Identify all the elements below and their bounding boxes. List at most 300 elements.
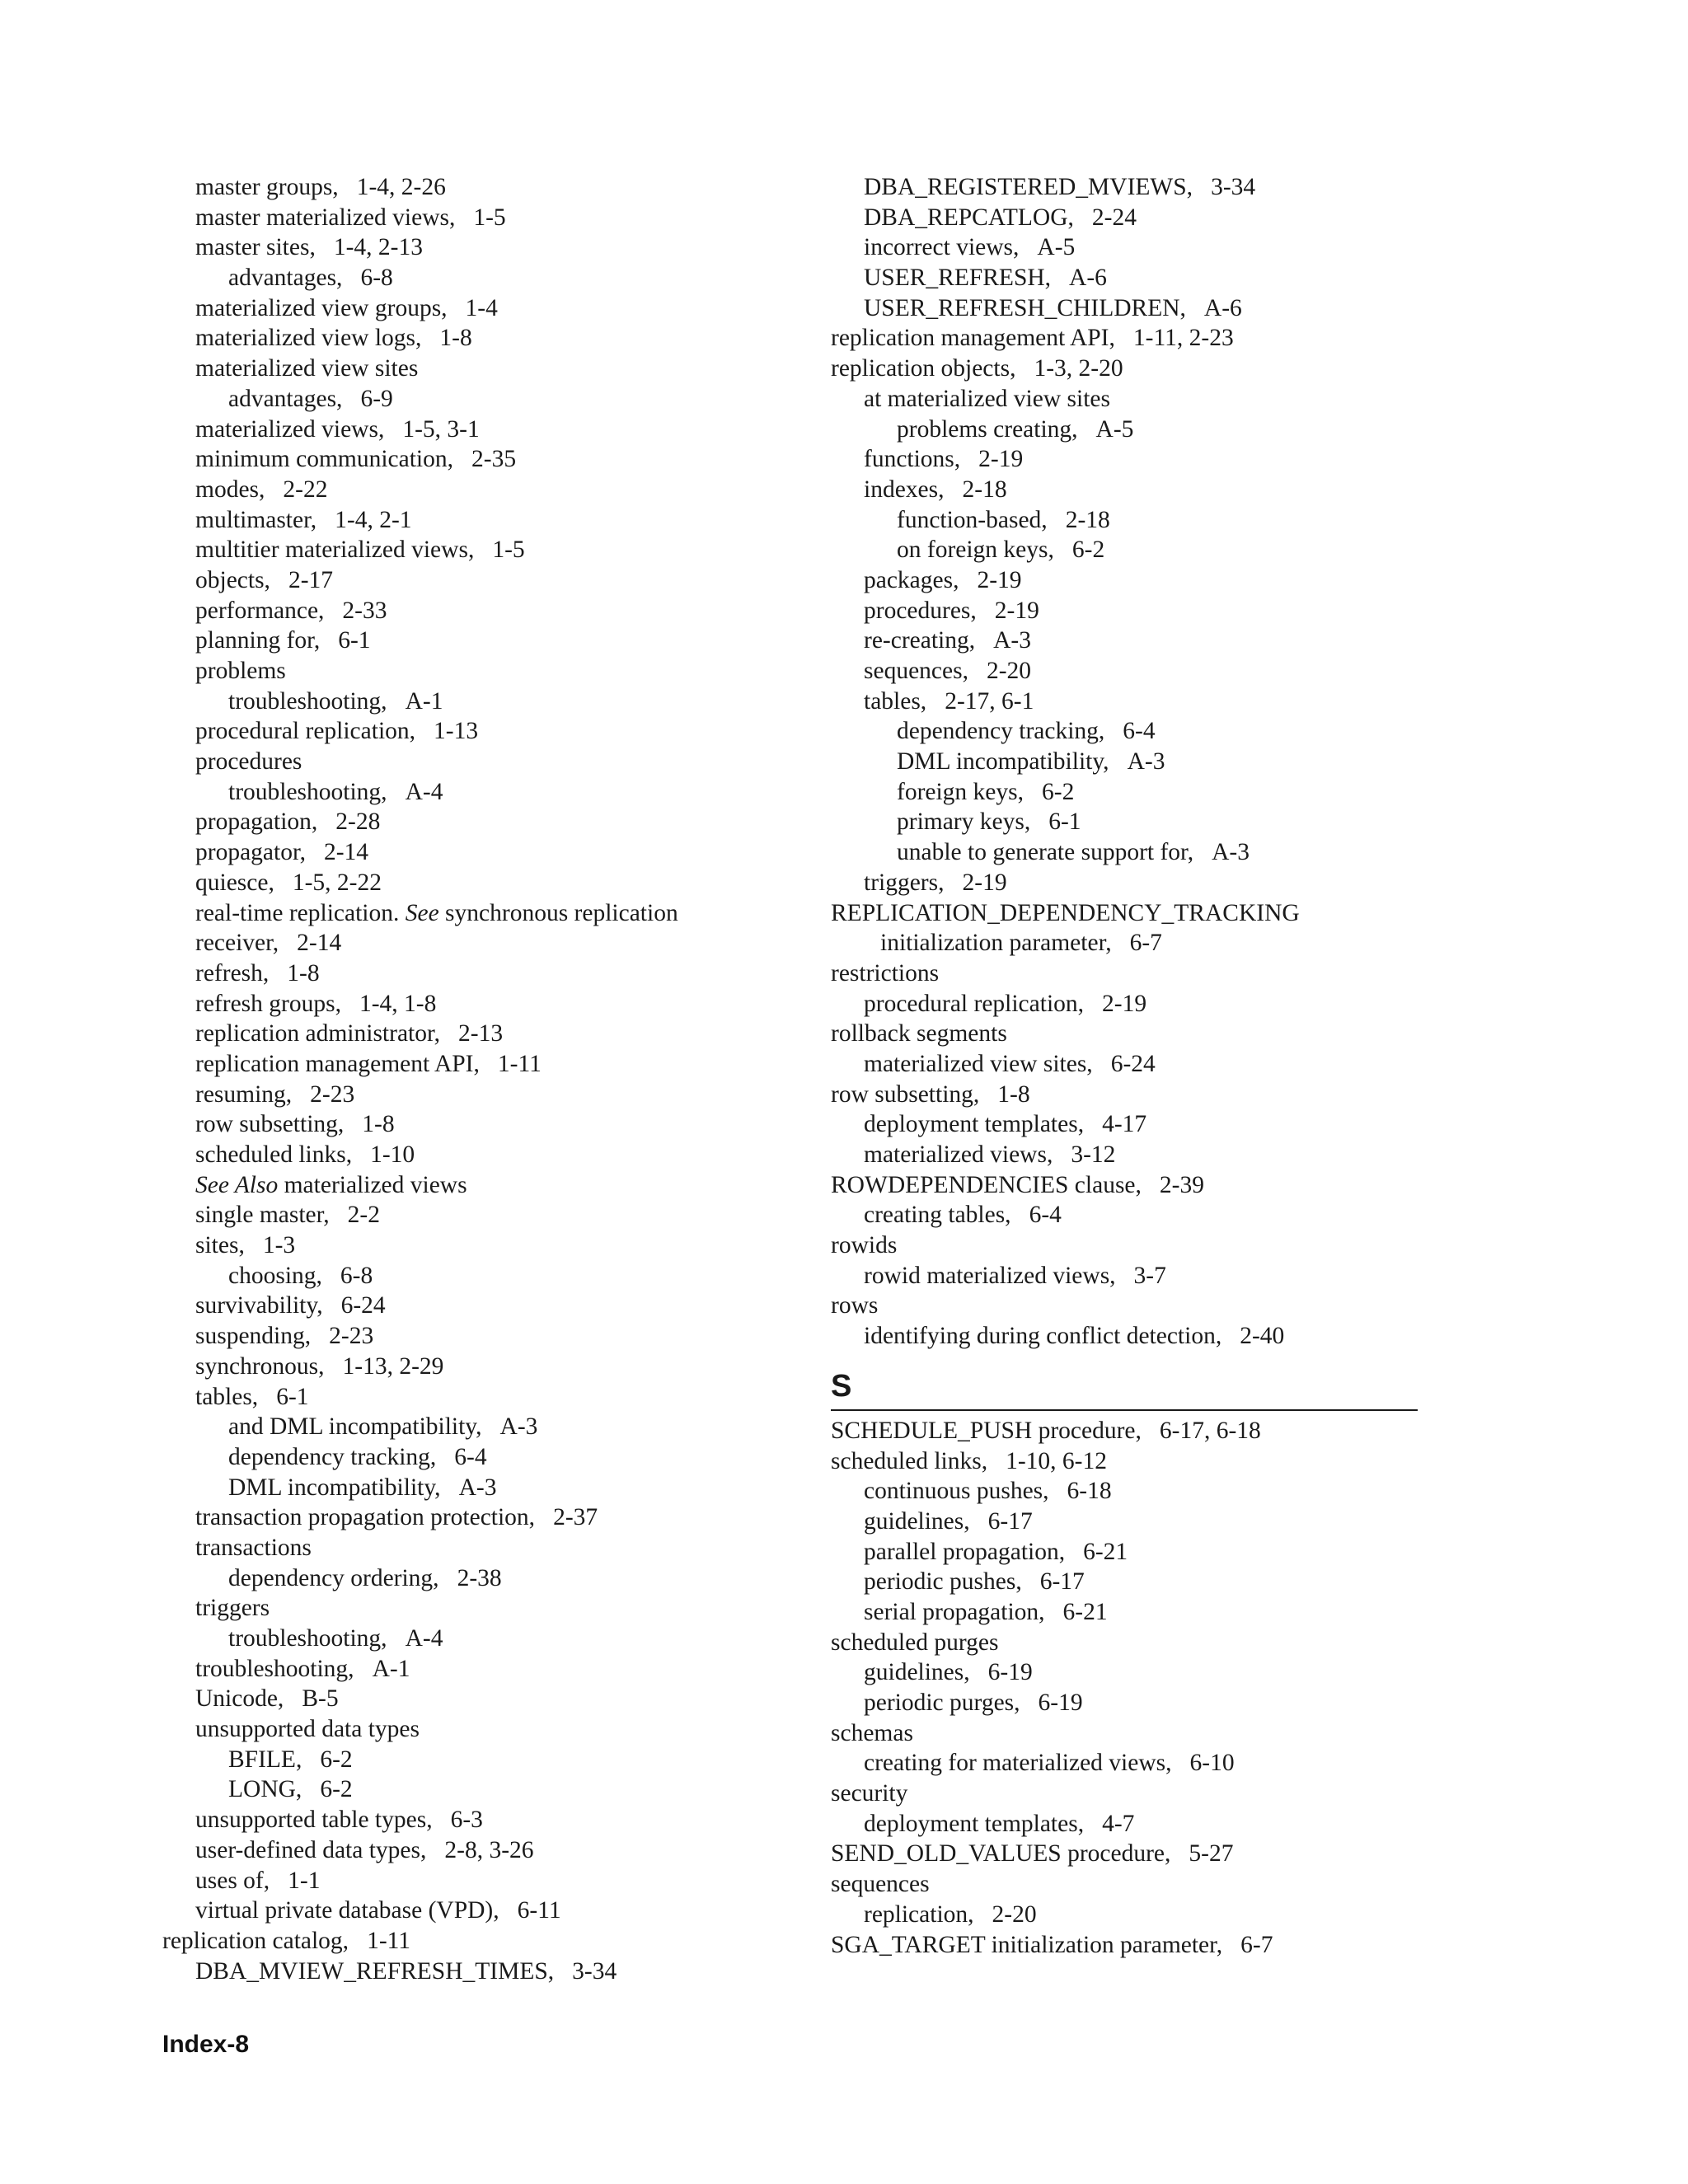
index-entry [831,1597,1424,1628]
index-entry [831,172,1424,203]
index-term: dependency ordering, [228,1564,439,1591]
page-reference[interactable]: 6-17 [1039,1568,1085,1596]
page-reference[interactable]: 1-5 [492,537,525,564]
page-reference[interactable]: 2-20 [986,658,1032,684]
page-reference[interactable]: 6-7 [1240,1931,1273,1958]
page-reference[interactable]: 1-3, 2-20 [1034,355,1123,382]
page-reference[interactable]: 6-2 [1042,778,1075,805]
index-term: guidelines, [864,1507,970,1535]
index-entry [831,1567,1424,1597]
index-entry [831,384,1424,415]
index-term: replication administrator, [195,1020,441,1047]
index-entry [162,1442,838,1473]
index-term: rowids [831,1232,898,1259]
index-term: scheduled links, [195,1141,353,1168]
page-reference[interactable]: 1-8 [287,959,320,987]
index-term: DBA_MVIEW_REFRESH_TIMES, [195,1957,555,1985]
page-reference[interactable]: 2-19 [962,869,1007,896]
page-reference[interactable]: 2-23 [329,1323,374,1350]
index-entry [831,1140,1424,1170]
index-term: continuous pushes, [864,1478,1049,1505]
page-reference[interactable]: 2-38 [457,1564,502,1591]
index-term: survivability, [195,1292,323,1319]
page-reference[interactable]: 2-35 [471,446,517,473]
index-entry [831,415,1424,445]
page-reference[interactable]: B-5 [302,1685,339,1713]
index-entry [831,1230,1424,1261]
page-reference[interactable]: 2-24 [1091,204,1137,231]
index-entry [162,1624,838,1654]
index-entry [162,1774,838,1805]
index-entry [831,263,1424,293]
index-entry [831,1628,1424,1658]
index-term: periodic purges, [864,1690,1020,1716]
index-entry [831,535,1424,565]
index-entry [162,1109,838,1140]
page-reference[interactable]: 2-17 [288,566,334,593]
index-term: replication management API, [195,1050,480,1077]
index-entry [831,777,1424,808]
page-reference[interactable]: 2-18 [962,476,1007,503]
page-reference[interactable]: 1-5, 2-22 [292,869,382,896]
index-term: row subsetting, [195,1111,345,1138]
see-reference-label: See [405,899,439,926]
index-term: multimaster, [195,506,317,533]
index-entry [162,1321,838,1352]
index-term: problems creating, [897,415,1078,443]
page-reference[interactable]: 6-8 [360,265,393,292]
index-term: master materialized views, [195,204,456,231]
page-reference[interactable]: 6-18 [1067,1478,1112,1505]
index-entry [162,263,838,293]
index-term: SCHEDULE_PUSH procedure, [831,1417,1142,1444]
index-term: SEND_OLD_VALUES procedure, [831,1840,1171,1868]
index-term: modes, [195,476,265,503]
index-entry [162,1805,838,1835]
index-entry [831,837,1424,868]
page-reference[interactable]: 6-2 [320,1776,353,1803]
index-term: dependency tracking, [228,1443,437,1470]
index-term: deployment templates, [864,1111,1085,1138]
index-term: real-time replication. [195,899,400,926]
index-term: packages, [864,566,959,593]
page-reference[interactable]: 2-33 [342,597,387,624]
page-reference[interactable]: A-5 [1095,415,1134,443]
index-term: re-creating, [864,627,976,654]
index-term: refresh, [195,959,270,987]
index-term: performance, [195,597,325,624]
index-entry [162,203,838,233]
index-term: synchronous, [195,1352,325,1380]
index-entry [831,1809,1424,1840]
index-term: troubleshooting, [228,778,387,805]
index-entry [831,505,1424,536]
page-reference[interactable]: 1-4, 2-26 [356,174,446,200]
index-entry [162,475,838,505]
index-term: replication management API, [831,325,1115,352]
index-entry [162,928,838,958]
index-term: virtual private database (VPD), [195,1897,499,1924]
index-term: unsupported table types, [195,1807,433,1834]
index-term: rows [831,1292,879,1319]
index-entry [831,232,1424,263]
index-term: multitier materialized views, [195,537,475,564]
page-reference[interactable]: 2-28 [335,808,381,836]
page-reference[interactable]: A-3 [1127,748,1165,776]
index-term: sequences [831,1871,930,1898]
index-entry [831,1170,1424,1201]
index-term: scheduled purges [831,1629,999,1656]
index-term: user-defined data types, [195,1836,427,1863]
page-reference[interactable]: A-4 [405,1625,443,1652]
page-reference[interactable]: 1-11 [367,1927,411,1954]
page-reference[interactable]: 6-3 [450,1807,483,1834]
index-term: dependency tracking, [897,718,1105,745]
index-term: and DML incompatibility, [228,1413,482,1441]
index-term: master sites, [195,234,316,261]
page-reference[interactable]: 6-8 [340,1262,373,1289]
page-reference[interactable]: 2-19 [977,566,1022,593]
index-entry [831,1321,1424,1352]
page-reference[interactable]: A-6 [1203,294,1242,321]
index-entry [162,535,838,565]
page-reference[interactable]: 6-19 [987,1659,1033,1686]
page-reference[interactable]: 6-10 [1189,1750,1235,1777]
index-entry [831,1080,1424,1110]
index-entry [162,837,838,868]
index-entry [831,1718,1424,1749]
page-reference[interactable]: 6-21 [1083,1538,1128,1565]
index-term: sites, [195,1232,245,1259]
see-reference-target: synchronous replication [445,899,678,926]
index-term: creating tables, [864,1202,1011,1229]
index-term: USER_REFRESH_CHILDREN, [864,294,1186,321]
index-entry [831,958,1424,989]
page-reference[interactable]: 2-17, 6-1 [945,687,1034,715]
index-entry [831,1109,1424,1140]
page-reference[interactable]: 1-5 [473,204,506,231]
index-term: choosing, [228,1262,322,1289]
index-entry [831,1019,1424,1049]
index-term: unable to generate support for, [897,839,1194,866]
index-term: refresh groups, [195,990,341,1017]
index-term: troubleshooting, [228,687,387,715]
page-reference[interactable]: 3-34 [1211,174,1256,200]
index-term: guidelines, [864,1659,970,1686]
page-reference[interactable]: 1-4 [465,294,498,321]
index-term: deployment templates, [864,1810,1085,1837]
page-reference[interactable]: 5-27 [1189,1840,1234,1868]
index-column-right [831,172,1424,1960]
index-entry [831,565,1424,596]
index-entry [162,1291,838,1321]
index-term: function-based, [897,506,1048,533]
index-term: materialized view sites [195,355,419,382]
index-entry [162,626,838,656]
index-entry [831,747,1424,777]
index-entry [162,1957,838,1987]
page-reference[interactable]: 1-13 [434,718,479,745]
page-reference[interactable]: 2-37 [553,1504,598,1531]
index-entry [162,1684,838,1714]
index-entry [162,384,838,415]
page-reference[interactable]: A-6 [1069,265,1107,292]
section-heading-s: S [831,1352,1418,1411]
page-reference[interactable]: A-1 [372,1655,410,1682]
index-entry [831,475,1424,505]
index-entry [831,1930,1424,1961]
page-reference[interactable]: 6-1 [276,1383,309,1410]
index-term: initialization parameter, [880,930,1112,957]
page-reference[interactable]: 1-3 [262,1232,296,1259]
index-entry [831,626,1424,656]
index-entry [831,898,1424,929]
index-term: DBA_REGISTERED_MVIEWS, [864,174,1193,200]
index-entry [162,1261,838,1291]
index-term: procedures, [864,597,977,624]
page-reference[interactable]: 6-1 [1048,808,1081,836]
page-reference[interactable]: 1-11 [497,1050,542,1077]
page-reference[interactable]: 6-4 [454,1443,487,1470]
index-group-r-continued [831,172,1424,1352]
index-term: resuming, [195,1080,293,1108]
index-term: procedures [195,748,302,776]
index-term: planning for, [195,627,321,654]
index-term: unsupported data types [195,1716,420,1743]
index-term: DML incompatibility, [897,748,1109,776]
index-term: troubleshooting, [195,1655,354,1682]
page-reference[interactable]: 6-2 [1071,537,1105,564]
page-reference[interactable]: 1-11, 2-23 [1132,325,1234,352]
page-reference[interactable]: 4-17 [1102,1111,1147,1138]
index-term: triggers [195,1595,270,1622]
page-reference[interactable]: 2-2 [347,1202,380,1229]
index-term: identifying during conflict detection, [864,1323,1222,1350]
index-term: incorrect views, [864,234,1020,261]
page-reference[interactable]: A-3 [499,1413,538,1441]
page-reference[interactable]: 2-18 [1065,506,1110,533]
page-reference[interactable]: 6-7 [1129,930,1162,957]
page-reference[interactable]: 1-1 [288,1867,321,1894]
page-reference[interactable]: 6-2 [320,1746,353,1773]
page-reference[interactable]: 2-13 [458,1020,504,1047]
index-entry [162,1352,838,1382]
index-term: receiver, [195,930,279,957]
index-term: transaction propagation protection, [195,1504,536,1531]
index-group-s [831,1416,1424,1960]
page-reference[interactable]: 3-12 [1071,1141,1116,1168]
index-entry [831,203,1424,233]
index-term: tables, [864,687,927,715]
index-term: materialized view sites, [864,1050,1093,1077]
index-entry [162,444,838,475]
page-reference[interactable]: 1-10, 6-12 [1006,1447,1107,1474]
see-reference-label: See Also [195,1171,279,1198]
index-entry [162,323,838,354]
page-reference[interactable]: 2-40 [1240,1323,1285,1350]
page-reference[interactable]: 6-4 [1029,1202,1062,1229]
index-entry [162,1896,838,1926]
index-entry [831,1446,1424,1477]
index-entry [831,989,1424,1019]
page-reference[interactable]: 6-21 [1062,1598,1108,1625]
index-term: objects, [195,566,270,593]
index-term: foreign keys, [897,778,1025,805]
index-entry [162,807,838,837]
index-entry [831,1476,1424,1507]
index-term: BFILE, [228,1746,302,1773]
index-entry [831,354,1424,384]
index-term: minimum communication, [195,446,453,473]
page-reference[interactable]: A-1 [405,687,443,715]
index-term: sequences, [864,658,968,684]
page-reference[interactable]: 6-4 [1123,718,1156,745]
index-term: at materialized view sites [864,385,1110,412]
index-term: tables, [195,1383,259,1410]
index-entry [162,1502,838,1533]
index-entry [831,1200,1424,1230]
page-reference[interactable]: 2-19 [978,446,1024,473]
page-reference[interactable]: 2-22 [283,476,328,503]
page-reference[interactable]: 2-14 [323,839,369,866]
index-term: periodic pushes, [864,1568,1022,1596]
index-entry [831,1748,1424,1779]
index-entry [162,1745,838,1775]
index-term: creating for materialized views, [864,1750,1172,1777]
index-entry [162,1200,838,1230]
index-entry [162,656,838,687]
page-reference[interactable]: 2-20 [992,1900,1037,1928]
index-term: materialized view logs, [195,325,422,352]
index-entry [162,989,838,1019]
page-reference[interactable]: 2-23 [310,1080,355,1108]
page-reference[interactable]: 1-5, 3-1 [402,415,480,443]
index-term: procedural replication, [864,990,1085,1017]
index-term: LONG, [228,1776,302,1803]
index-entry [162,687,838,717]
see-reference-target: materialized views [284,1171,467,1198]
page-reference[interactable]: 1-8 [439,325,472,352]
page-reference[interactable]: 1-10 [370,1141,415,1168]
index-term: row subsetting, [831,1080,980,1108]
index-entry [162,1382,838,1413]
page-reference[interactable]: 6-1 [338,627,371,654]
page-reference[interactable]: 2-19 [994,597,1039,624]
page-reference[interactable]: 6-24 [1110,1050,1156,1077]
index-term: quiesce, [195,869,274,896]
index-entry [831,444,1424,475]
index-entry [831,687,1424,717]
page-reference[interactable]: 6-17 [987,1507,1033,1535]
index-term: materialized view groups, [195,294,448,321]
index-term: functions, [864,446,961,473]
index-term: ROWDEPENDENCIES clause, [831,1171,1142,1198]
index-term: serial propagation, [864,1598,1045,1625]
index-entry [162,898,838,929]
page-reference[interactable]: A-3 [458,1474,497,1501]
page-reference[interactable]: 6-11 [517,1897,561,1924]
index-entry [831,716,1424,747]
index-entry [831,596,1424,626]
index-entry [831,1869,1424,1900]
page-reference[interactable]: 6-24 [340,1292,386,1319]
index-term: materialized views, [864,1141,1053,1168]
index-entry [162,1714,838,1745]
index-term: rollback segments [831,1020,1007,1047]
index-entry [162,716,838,747]
index-entry [162,1473,838,1503]
page-reference[interactable]: 3-7 [1133,1262,1166,1289]
index-entry [831,807,1424,837]
page-footer-label: Index-8 [162,2031,250,2058]
page-reference[interactable]: 6-19 [1038,1690,1083,1716]
index-entry [831,928,1424,958]
index-entry [162,1866,838,1896]
index-term: triggers, [864,869,945,896]
page-reference[interactable]: 6-9 [360,385,393,412]
page-reference[interactable]: A-4 [405,778,443,805]
index-entry [162,1080,838,1110]
page-reference[interactable]: 2-14 [297,930,342,957]
index-entry [162,596,838,626]
index-entry [162,232,838,263]
page-reference[interactable]: 3-34 [572,1957,617,1985]
index-entry [162,1230,838,1261]
index-term: suspending, [195,1323,312,1350]
page-reference[interactable]: 1-4, 1-8 [359,990,437,1017]
index-entry [162,1170,838,1201]
index-entry [162,1019,838,1049]
index-entry [831,1839,1424,1869]
page-reference[interactable]: 1-4, 2-13 [333,234,423,261]
page-reference[interactable]: 6-17, 6-18 [1159,1417,1261,1444]
index-term: REPLICATION_DEPENDENCY_TRACKING [831,899,1300,926]
index-entry [831,1537,1424,1568]
page-reference[interactable]: 2-19 [1102,990,1147,1017]
index-entry [162,1533,838,1563]
index-entry [162,868,838,898]
page-reference[interactable]: A-3 [1212,839,1250,866]
index-entry [162,354,838,384]
index-entry [162,172,838,203]
index-term: restrictions [831,959,940,987]
page-reference[interactable]: A-3 [993,627,1032,654]
page-reference[interactable]: 1-8 [362,1111,395,1138]
index-term: DBA_REPCATLOG, [864,204,1074,231]
page-reference[interactable]: 2-39 [1159,1171,1204,1198]
page-reference[interactable]: 1-13, 2-29 [342,1352,444,1380]
index-term: procedural replication, [195,718,416,745]
page-reference[interactable]: 1-8 [997,1080,1030,1108]
index-term: DML incompatibility, [228,1474,441,1501]
index-term: single master, [195,1202,330,1229]
page-reference[interactable]: 4-7 [1102,1810,1135,1837]
index-entry [831,1507,1424,1537]
page-reference[interactable]: A-5 [1037,234,1076,261]
index-entry [831,1657,1424,1688]
index-entry [162,1140,838,1170]
index-term: replication catalog, [162,1927,349,1954]
index-term: propagator, [195,839,306,866]
page-reference[interactable]: 1-4, 2-1 [335,506,412,533]
page-reference[interactable]: 2-8, 3-26 [444,1836,534,1863]
index-entry [162,565,838,596]
index-entry [162,415,838,445]
index-entry [831,1688,1424,1718]
index-term: scheduled links, [831,1447,988,1474]
index-column-left [162,172,838,1986]
index-entry [831,1416,1424,1446]
